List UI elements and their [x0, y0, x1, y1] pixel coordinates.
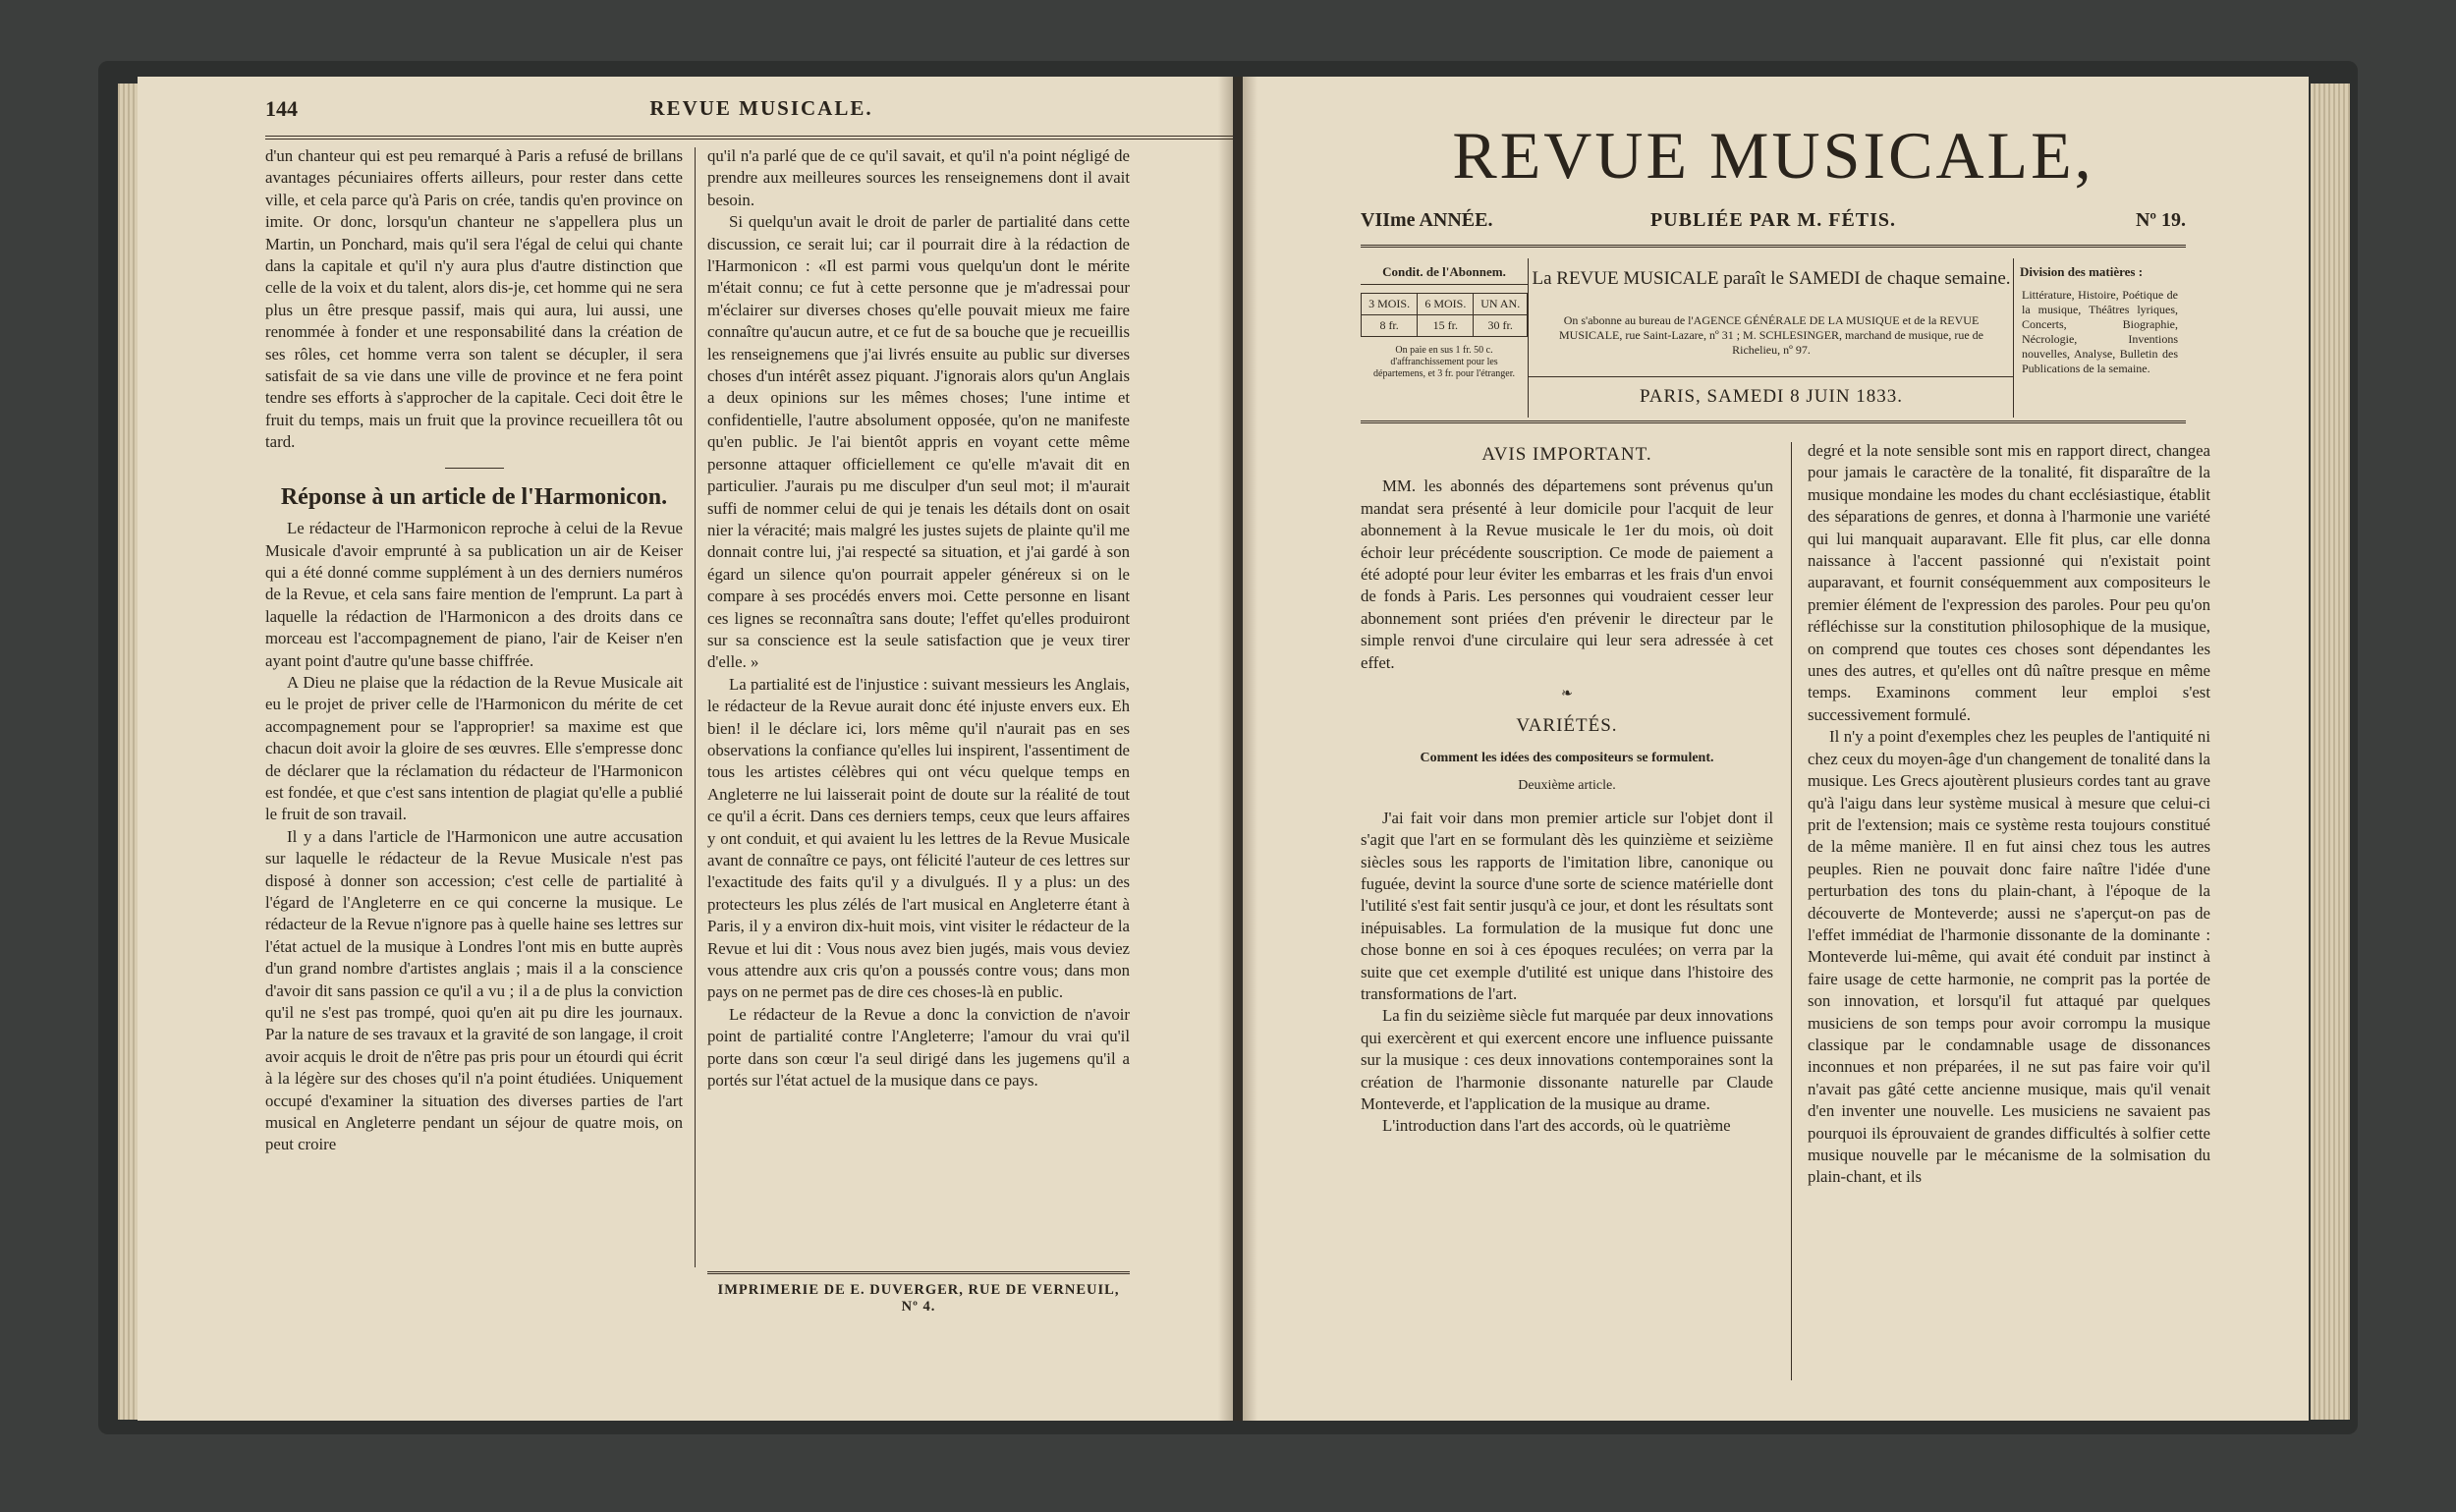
price-header: UN AN.: [1474, 294, 1528, 315]
running-header: [265, 96, 1233, 140]
price-value: 15 fr.: [1418, 315, 1474, 337]
paragraph: La fin du seizième siècle fut marquée par deux innovations qui exercèrent et qui exercent encore une influence puissante sur la musique : ces deux innovations contemporaines sont la création de l'harmonie dissonante naturelle par Claude Monteverde, et l'application de la musique au drame.: [1361, 1006, 1773, 1113]
ornament-icon: ❧: [1561, 687, 1573, 702]
subscription-box: [1361, 258, 1529, 418]
column-rule: [1791, 442, 1792, 1380]
paragraph: d'un chanteur qui est peu remarqué à Paris a refusé de brillans avantages pécuniaires offerts ailleurs, pour rester dans cette ville, et cela parce qu'à Paris on crée, tandis qu'en province on imite. Or donc, lorsqu'un chanteur ne s'appellera plus un Martin, un Ponchard, mais qu'il sera l'égal de celui qui chante dans la capitale et qu'il n'y aura plus d'autre distinction que celle de la voix et du talent, alors dis-je, cet homme qui ne sera plus un être presque passif, mais qui aura, lui aussi, une renommée à fonder et une responsabilité dans la création de ses rôles, cet homme verra son talent se décupler, il sera satisfait de sa vie dans une ville de province et ne fera point tendre ses efforts à s'approcher de la capitale. Ceci doit être le fruit du temps, mais un fruit que la province recueillera tôt ou tard.: [265, 146, 683, 452]
paragraph: Il y a dans l'article de l'Harmonicon une autre accusation sur laquelle le rédacteur de la Revue Musicale n'est pas disposé à donner son accession; c'est celle de partialité à l'égard de l'Angleterre en ce qui concerne la musique. Le rédacteur de la Revue n'ignore pas à quelle haine ses lettres sur l'état actuel de la musique à Londres l'ont mis en butte auprès d'un grand nombre d'artistes anglais ; mais il a la conscience d'avoir dit sans passion ce qu'il a vu ; il a de plus la conviction qu'il ne s'est pas trompé, quoi qu'en ait pu dire les journaux. Par la nature de ses travaux et la gravité de son langage, il croit avoir acquis le droit de n'être pas pris pour un étourdi qui écrit à la légère sur des choses qu'il n'a point étudiées. Uniquement occupé d'examiner la situation des diverses parties de l'art musical en Angleterre pendant un séjour de quatre mois, on peut croire: [265, 826, 683, 1154]
price-value: 30 fr.: [1474, 315, 1528, 337]
division-box: [2013, 258, 2186, 418]
right-column-1: [1361, 440, 1773, 1138]
book-gutter: [1218, 77, 1257, 1421]
left-page: [138, 77, 1233, 1421]
avis-heading: AVIS IMPORTANT.: [1481, 444, 1652, 465]
bureau-notice: On s'abonne au bureau de l'AGENCE GÉNÉRALE DE LA MUSIQUE et de la REVUE MUSICALE, rue Saint-Lazare, nº 31 ; M. SCHLESINGER, marchand de musique, rue de Richelieu, nº 97.: [1559, 313, 1983, 357]
subscription-note: On paie en sus 1 fr. 50 c. d'affranchissement pour les départemens, et 3 fr. pour l'étranger.: [1373, 345, 1515, 379]
price-header: 6 MOIS.: [1418, 294, 1474, 315]
subscription-table: [1361, 293, 1528, 337]
page-number: 144: [265, 96, 298, 121]
paragraph: Si quelqu'un avait le droit de parler de partialité dans cette discussion, ce serait lui; car il pourrait dire à la rédaction de l'Harmonicon : «Il est parmi vous quelqu'un dont le mérite m'était connu; ce fut à cette personne que je m'adressai pour m'éclairer sur diverses choses qu'elle pouvait mieux me faire connaître qu'aucun autre, et ce fut de sa bouche que je recueillis les renseignemens que j'ai livrés ensuite au public sur diverses choses d'un intérêt assez piquant. J'ignorais alors qu'un Anglais a deux opinions sur les mêmes choses; l'une intime et confidentielle, l'autre absolument opposée, qu'on ne manifeste qu'en public. Je l'ai bientôt appris en voyant cette même personne attaquer officiellement ce qu'elle m'avait dit en particulier. J'aurais pu me disculper d'un seul mot; il m'aurait suffi de nommer celui de qui je tenais les détails dont on osait nier la véracité; mais malgré les justes sujets de plainte qu'il me donnait contre lui, j'ai respecté sa situation, et j'ai gardé à son égard un silence qu'on pourrait appeler généreux si on le compare à ses procédés envers moi. Cette personne en lisant ces lignes se reconnaîtra sans doute; l'effet qu'elles produiront sur sa conscience est la seule satisfaction que je veux tirer d'elle. »: [707, 212, 1130, 672]
paragraph: degré et la note sensible sont mis en rapport direct, changea pour jamais le caractère de la tonalité, fit disparaître de la musique mondaine les modes du chant ecclésiastique, établit des séparations de genres, et donna à l'harmonie une variété qui lui manquait auparavant. Elle fit plus, car elle donna naissance à l'accent passionné qui n'existait point auparavant, et fournit conséquemment aux compositeurs le premier élément de l'expression des paroles. Pour peu qu'on réfléchisse sur la constitution philosophique de la musique, on comprend que toutes ces choses sont dépendantes les unes des autres, et qu'elles ont dû naître presque en même temps. Examinons comment leur emploi s'est successivement formulé.: [1808, 441, 2210, 724]
varietes-heading: VARIÉTÉS.: [1516, 715, 1618, 737]
issue-line: [1361, 209, 2186, 248]
paragraph: J'ai fait voir dans mon premier article sur l'objet dont il s'agit que l'art en se formulant dès les quinzième et seizième siècles sous les rapports de l'imitation libre, canonique ou fuguée, devint la source d'une sorte de science matérielle dont l'utilité s'est fait sentir jusqu'à ce jour, et dont les résultats sont inépuisables. La formulation de la musique fut donc une chose bonne en soi à ces époques reculées; on verra par la suite que cet exemple d'utilité est unique dans l'histoire des transformations de l'art.: [1361, 808, 1773, 1003]
left-column-2: [707, 145, 1130, 1092]
notice-box: [1529, 258, 2014, 418]
separator-rule: [445, 468, 504, 469]
subscription-title: Condit. de l'Abonnem.: [1361, 258, 1528, 285]
paragraph: Le rédacteur de l'Harmonicon reproche à celui de la Revue Musicale d'avoir emprunté à sa publication un air de Keiser qui a été donné comme supplément à un des derniers numéros de la Revue, et cela sans faire mention de l'emprunt. La part à laquelle la rédaction de l'Harmonicon a des droits dans ce morceau est l'accompagnement de piano, l'air de Keiser n'en ayant point d'autre qu'une basse chiffrée.: [265, 519, 683, 670]
masthead-title: REVUE MUSICALE,: [1452, 118, 2094, 193]
running-title: REVUE MUSICALE.: [649, 96, 873, 120]
right-page: [1243, 77, 2309, 1421]
paragraph: A Dieu ne plaise que la rédaction de la Revue Musicale ait eu le projet de priver celle de l'Harmonicon du mérite de cet accompagnement pour se l'approprier! sa maxime est que chacun doit avoir la gloire de ses œuvres. Elle s'empresse donc de déclarer que la réclamation du rédacteur de l'Harmonicon est fondée, et que c'est sans intention de plagiat qu'elle a publié le fruit de son travail.: [265, 672, 683, 824]
left-column-1: [265, 145, 683, 1156]
year-label: VIIme ANNÉE.: [1361, 209, 1493, 231]
weekly-notice: La REVUE MUSICALE paraît le SAMEDI de chaque semaine.: [1532, 268, 2011, 289]
price-header: 3 MOIS.: [1362, 294, 1418, 315]
paragraph: MM. les abonnés des départemens sont prévenus qu'un mandat sera présenté à leur domicile pour l'acquit de leur abonnement à la Revue musicale le 1er du mois, où doit échoir leur précédente souscription. Ce mode de paiement a été adopté pour leur éviter les embarras et les frais d'un envoi de fonds à Paris. Les personnes qui voudraient cesser leur abonnement sont priées d'en prévenir le directeur par le simple renvoi d'une circulaire qui leur sera adressée à cet effet.: [1361, 476, 1773, 672]
article-title: Comment les idées des compositeurs se formulent.: [1420, 750, 1714, 765]
page-edges-right: [2311, 84, 2350, 1420]
article-heading: Réponse à un article de l'Harmonicon.: [280, 483, 668, 510]
division-title: Division des matières :: [2020, 264, 2144, 279]
imprint-line: IMPRIMERIE DE E. DUVERGER, RUE DE VERNEUIL, Nº 4.: [707, 1271, 1130, 1316]
page-edges-left: [118, 84, 140, 1420]
price-value: 8 fr.: [1362, 315, 1418, 337]
info-box: [1361, 258, 2186, 423]
publisher-label: PUBLIÉE PAR M. FÉTIS.: [1649, 209, 1897, 231]
paragraph: La partialité est de l'injustice : suivant messieurs les Anglais, le rédacteur de la Revue aurait donc été injuste envers eux. Eh bien! il le déclare ici, lors même qu'il n'aurait pas en ses observations la confiance qu'elles lui inspirent, l'assentiment de tous les artistes célèbres qui ont vécu quelque temps en Angleterre ne lui laisserait point de doute sur la réalité de tout ce qu'il a écrit. Dans ces derniers temps, ceux que leurs affaires y ont conduit, et qui avaient lu les lettres de la Revue Musicale avant de connaître ce pays, ont félicité l'auteur de ces lettres sur l'exactitude des faits qu'il y a divulgués. Il y a plus: un des protecteurs les plus zélés de l'art musical en Angleterre étant à Paris, il y a environ dix-huit mois, vint visiter le rédacteur de la Revue et lui dit : Vous nous avez bien jugés, mais vous deviez vous attendre aux cris qu'on a poussés contre vous; dans mon pays on ne permet pas de dire ces choses-là en public.: [707, 674, 1130, 1002]
paragraph: Il n'y a point d'exemples chez les peuples de l'antiquité ni chez ceux du moyen-âge d'un changement de tonalité dans la musique. Les Grecs ajoutèrent plusieurs cordes tant au grave qu'à l'aigu dans leur système musical à mesure que celui-ci prit de l'extension; mais ce système resta toujours constitué de la même manière. Il en fut ainsi chez tous les autres peuples. Rien ne pouvait donc faire naître l'idée d'une perturbation des tons du plain-chant, à l'époque de la découverte de Monteverde; aussi ne s'aperçut-on pas de l'effet immédiat de l'harmonie dissonante de la dominante : Monteverde lui-même, qui avait été conduit par instinct à faire usage de cette harmonie, ne comprit pas la portée de son innovation, et lorsqu'il fut attaqué par quelques musiciens de son temps pour avoir corrompu la musique classique par le condamnable usage de dissonances inconnues et non préparées, il ne sut pas faire voir qu'il n'avait pas gâté cette ancienne musique, mais qu'il venait d'en inventer une nouvelle. Les musiciens ne savaient pas pourquoi ils éprouvaient de grandes difficultés à solfier cette musique nouvelle par le mécanisme de la solmisation du plain-chant, et ils: [1808, 727, 2210, 1187]
right-column-2: [1808, 440, 2210, 1189]
article-subtitle: Deuxième article.: [1518, 778, 1616, 794]
paragraph: qu'il n'a parlé que de ce qu'il savait, et qu'il n'a point négligé de prendre aux meilleures sources les renseignemens dont il avait besoin.: [707, 146, 1130, 209]
notice-rule: [1529, 376, 2014, 377]
column-rule: [695, 147, 696, 1267]
issue-number: Nº 19.: [2135, 209, 2186, 231]
date-line: PARIS, SAMEDI 8 JUIN 1833.: [1639, 386, 1904, 407]
division-text: Littérature, Histoire, Poétique de la musique, Théâtres lyriques, Concerts, Biographie, Nécrologie, Inventions nouvelles, Analyse, Bulletin des Publications de la semaine.: [2022, 288, 2178, 375]
paragraph: Le rédacteur de la Revue a donc la conviction de n'avoir point de partialité contre l'Angleterre; l'amour du vrai qu'il porte dans son cœur l'a seul dirigé dans les jugemens qu'il a portés sur l'état actuel de la musique dans ce pays.: [707, 1004, 1130, 1091]
paragraph: L'introduction dans l'art des accords, où le quatrième: [1382, 1116, 1731, 1136]
